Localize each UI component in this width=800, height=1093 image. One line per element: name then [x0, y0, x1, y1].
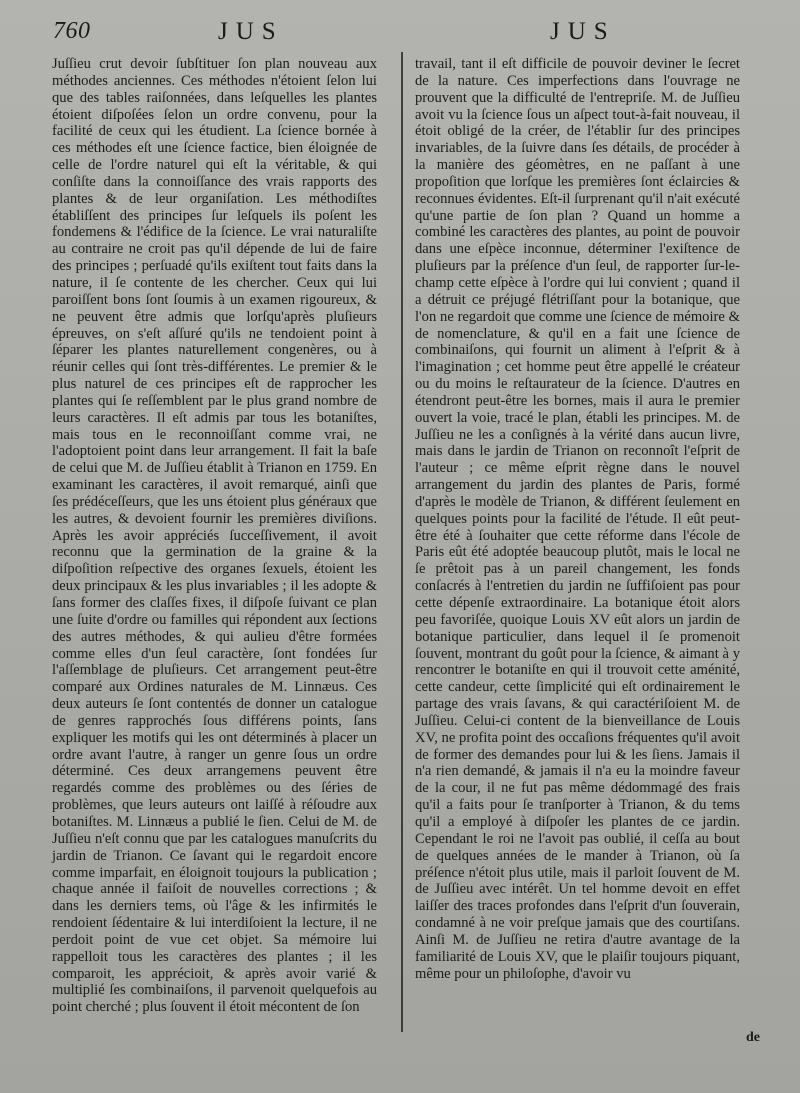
catchword: de — [746, 1030, 760, 1045]
running-head-right: JUS — [550, 18, 616, 45]
page-header — [50, 14, 770, 50]
left-column-text: Juſſieu crut devoir ſubſtituer ſon plan nouveau aux méthodes anciennes. Ces méthodes n'étoient ſelon lui que des tables raiſonnées, dans leſquelles les plantes étoient diſpoſées ſelon un ordre convenu, pour la facilité de ceux qui les étudient. La ſcience bornée à ces méthodes eſt une ſcience factice, bien éloignée de celle de l'ordre naturel qui eſt la véritable, & qui conſiſte dans la connoiſſance des vrais rapports des plantes & de leur organiſation. Les méthodiſtes établiſſent des principes ſur leſquels ils poſent les fondemens & l'édifice de la ſcience. Le vrai naturaliſte au contraire ne croit pas qu'il dépende de lui de faire des principes ; perſuadé qu'ils exiſtent tout faits dans la nature, il ſe contente de les chercher. Ceux qui lui paroiſſent bons ſont ſoumis à un examen rigoureux, & ne peuvent être admis que lorſqu'après pluſieurs épreuves, on s'eſt aſſuré qu'ils ne tendoient point à ſéparer les plantes naturellement congenères, ou à réunir celles qui ſont très-différentes. Le premier & le plus naturel de ces principes eſt de rapprocher les plantes qui ſe reſſemblent par le plus grand nombre de leurs caractères. Il eſt admis par tous les botaniſtes, mais tous en le reconnoiſſant comme vrai, ne l'adoptoient point dans leur arrangement. Il fait la baſe de celui que M. de Juſſieu établit à Trianon en 1759. En examinant les caractères, il avoit remarqué, ainſi que ſes prédéceſſeurs, que les uns étoient plus généraux que les autres, & devoient fournir les premières diviſions. Après les avoir appréciés ſucceſſivement, il avoit reconnu que la germination de la graine & la diſpoſition reſpective des organes ſexuels, étoient les deux principaux & les plus invariables ; il les adopte & ſans former des claſſes fixes, il diſpoſe ſuivant ce plan une ſuite d'ordre ou familles qui répondent aux ſections des autres méthodes, & qui aulieu d'être formées comme elles d'un ſeul caractère, ſont fondées ſur l'aſſemblage de pluſieurs. Cet arrangement peut-être comparé aux Ordines naturales de M. Linnæus. Ces deux auteurs ſe ſont contentés de donner un catalogue de genres rapprochés ſous différens points, ſans expliquer les motifs qui les ont déterminés à placer un ordre avant l'autre, à ranger un genre ſous un ordre déterminé. Ces deux arrangemens peuvent être regardés comme des problèmes ou des ſéries de problèmes, que leurs auteurs ont laiſſé à réſoudre aux botaniſtes. M. Linnæus a publié le ſien. Celui de M. de Juſſieu n'eſt connu que par les catalogues manuſcrits du jardin de Trianon. Ce ſavant qui le regardoit encore comme imparfait, en éloignoit toujours la publication ; chaque année il faiſoit de nouvelles corrections ; & dans les derniers tems, où l'âge & les infirmités le rendoient ſédentaire & lui interdiſoient la lecture, il ne perdoit point de vue cet objet. Sa mémoire lui rappelloit tous les caractères des plantes ; il les comparoit, les apprécioit, & après avoir varié & multiplié ſes combinaiſons, il parvenoit quelquefois au point cherché ; plus ſouvent il étoit mécontent de ſon — [52, 56, 377, 1016]
left-column — [52, 56, 377, 1016]
right-column-text: travail, tant il eſt difficile de pouvoir deviner le ſecret de la nature. Ces imperfections dans l'ouvrage ne prouvent que la difficulté de l'entrepriſe. M. de Juſſieu avoit vu la ſcience ſous un aſpect tout-à-fait nouveau, il étoit obligé de la créer, de l'établir ſur des principes invariables, de la ſuivre dans ſes détails, de procéder à la manière des géomètres, en ne paſſant à une propoſition que lorſque les premières ſont éclaircies & reconnues évidentes. Eſt-il ſurprenant qu'il n'ait exécuté qu'une partie de ſon plan ? Quand un homme a combiné les caractères des plantes, au point de pouvoir dans une eſpèce inconnue, déterminer l'exiſtence de pluſieurs par la préſence d'un ſeul, de rapporter ſur-le-champ cette eſpèce à l'ordre qui lui convient ; quand il a détruit ce préjugé flétriſſant pour la botanique, que l'on ne regardoit que comme une ſcience de mémoire & de nomenclature, & qu'il en a fait une ſcience de combinaiſons, qui fournit un aliment à l'eſprit & à l'imagination ; cet homme peut être appellé le créateur ou du moins le reſtaurateur de la ſcience. D'autres en étendront peut-être les bornes, mais il aura le premier ouvert la voie, tracé le plan, établi les principes. M. de Juſſieu ne les a conſignés à la vérité dans aucun livre, mais dans le jardin de Trianon on reconnoît l'eſprit de l'auteur ; ce même eſprit règne dans le nouvel arrangement du jardin des plantes de Paris, formé d'après le modèle de Trianon, & différent ſeulement en quelques points pour la facilité de l'étude. Il eût peut-être été à ſouhaiter que cette réforme dans l'école de Paris eût été adoptée beaucoup plutôt, mais le local ne ſe prêtoit pas à un pareil changement, les fonds conſacrés à l'entretien du jardin ne ſuffiſoient pas pour cette dépenſe extraordinaire. La botanique étoit alors peu favoriſée, quoique Louis XV eût alors un jardin de botanique particulier, dans lequel il ſe promenoit ſouvent, montrant du goût pour la ſcience, & aimant à y rencontrer le botaniſte en qui il trouvoit cette aménité, cette candeur, cette ſimplicité qui eſt ordinairement le partage des vrais ſavans, & qui caractériſoient M. de Juſſieu. Celui-ci content de la bienveillance de Louis XV, ne profita point des occaſions fréquentes qu'il avoit de former des demandes pour lui & les ſiens. Jamais il n'a rien demandé, & jamais il n'a eu la moindre faveur de la cour, il ne fut pas même dédommagé des frais qu'il a faits pour ſe tranſporter à Trianon, & du tems qu'il a employé à diſpoſer les plantes de ce jardin. Cependant le roi ne l'avoit pas oublié, il ceſſa au bout de quelques années de le mander à Trianon, où ſa préſence n'étoit plus utile, mais il parloit ſouvent de M. de Juſſieu avec intérêt. Un tel homme devoit en effet laiſſer des traces profondes dans l'eſprit d'un ſouverain, condamné à ne voir preſque jamais que des courtiſans. Ainſi M. de Juſſieu ne retira d'autre avantage de la familiarité de Louis XV, que le plaiſir toujours piquant, même pour un philoſophe, d'avoir vu — [415, 56, 740, 982]
right-column — [415, 56, 740, 982]
page-number: 760 — [53, 18, 91, 44]
column-divider — [401, 52, 403, 1032]
running-head-left: JUS — [218, 18, 284, 45]
